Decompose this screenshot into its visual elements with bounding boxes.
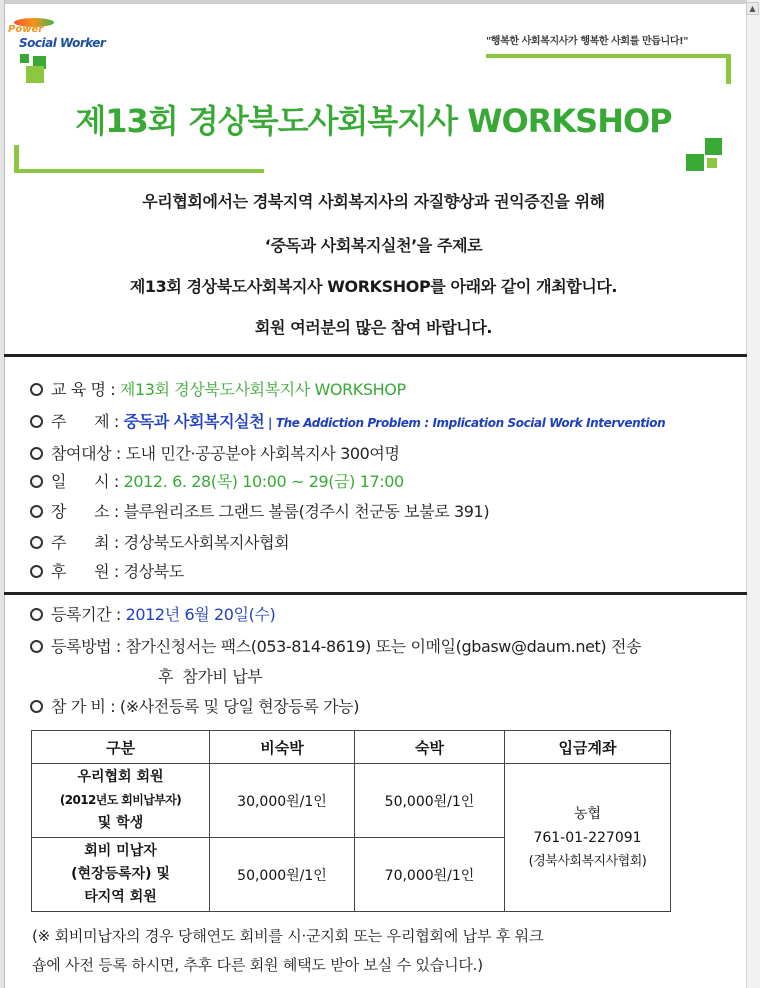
intro-line: 제13회 경상북도사회복지사 WORKSHOP를 아래와 같이 개최합니다. [129,277,618,296]
header-stay: 숙박 [355,731,505,764]
footnote-line: 숍에 사전 등록 하시면, 추후 다른 회원 혜택도 받아 보실 수 있습니다.) [32,956,483,974]
info-row-sponsor: 후 원 : 경상북도 [30,559,184,583]
circle-bullet-icon [30,505,43,518]
decor-square [20,54,29,63]
table-row [32,764,671,838]
info-row-host: 주 최 : 경상북도사회복지사협회 [30,530,289,554]
reg-method-value: 참가신청서는 팩스(053-814-8619) 또는 이메일(gbasw@daum.net) 전송 [125,637,642,656]
stay-fee: 50,000원/1인 [355,764,505,838]
header-account: 입금계좌 [505,731,671,764]
circle-bullet-icon [30,608,43,621]
decor-square [686,154,704,171]
circle-bullet-icon [30,447,43,460]
intro-line: 회원 여러분의 많은 참여 바랍니다. [254,318,493,337]
decor-bar-top-right [486,54,730,58]
theme-title: 중독과 사회복지실천 [123,412,265,431]
decor-square [707,158,717,168]
info-row-reg-period: 등록기간 : 2012년 6월 20일(수) [30,602,275,626]
reg-method-continued: 후 참가비 납부 [158,667,263,686]
venue-value: 블루원리조트 그랜드 볼룸(경주시 천군동 보불로 391) [123,502,490,521]
circle-bullet-icon [30,565,43,578]
host-value: 경상북도사회복지사협회 [123,533,290,552]
info-row-venue: 장 소 : 블루원리조트 그랜드 볼룸(경주시 천군동 보불로 391) [30,499,489,523]
logo-line-1: Power [8,24,44,35]
decor-bar-bottom-left-line [14,169,264,173]
stay-fee: 70,000원/1인 [355,838,505,912]
header-category: 구분 [32,731,210,764]
info-row-date: 일 시 : 2012. 6. 28(목) 10:00 ~ 29(금) 17:00 [30,469,404,493]
circle-bullet-icon [30,475,43,488]
circle-bullet-icon [30,700,43,713]
info-row-target: 참여대상 : 도내 민간·공공분야 사회복지사 300여명 [30,441,400,465]
power-social-worker-logo [8,18,104,52]
info-row-theme: 주 제 : 중독과 사회복지실천 | The Addiction Problem : Implication Social Work Intervention [30,409,665,433]
info-row-fee: 참 가 비 : (※사전등록 및 당일 현장등록 가능) [30,694,359,718]
account-bank: 농협 [573,805,602,822]
decor-square [26,66,44,83]
decor-bar-top-right-end [726,54,731,84]
vertical-scrollbar[interactable] [746,0,760,988]
fee-table [31,730,671,912]
slogan: "행복한 사회복지사가 행복한 사회를 만듭니다!" [486,36,689,47]
circle-bullet-icon [30,536,43,549]
circle-bullet-icon [30,383,43,396]
circle-bullet-icon [30,415,43,428]
course-name: 제13회 경상북도사회복지사 WORKSHOP [119,380,406,399]
target-value: 도내 민간·공공분야 사회복지사 300여명 [125,444,400,463]
intro-line: ‘중독과 사회복지실천’을 주제로 [264,236,483,255]
fee-note: (※사전등록 및 당일 현장등록 가능) [119,697,360,716]
account-cell [505,764,671,912]
info-row-course: 교 육 명 : 제13회 경상북도사회복지사 WORKSHOP [30,377,406,401]
account-holder: (경북사회복지사협회) [528,853,647,869]
category-cell: 우리협회 회원 (2012년도 회비납부자) 및 학생 [32,764,210,838]
header-no-stay: 비숙박 [210,731,355,764]
date-value: 2012. 6. 28(목) 10:00 ~ 29(금) 17:00 [123,472,404,491]
circle-bullet-icon [30,640,43,653]
window-top-border [0,0,760,4]
info-row-reg-method: 등록방법 : 참가신청서는 팩스(053-814-8619) 또는 이메일(gbasw@daum.net) 전송 [30,634,641,658]
page-title: 제13회 경상북도사회복지사 WORKSHOP [75,102,672,140]
no-stay-fee: 50,000원/1인 [210,838,355,912]
account-number: 761-01-227091 [533,829,642,846]
scroll-up-arrow-icon[interactable]: ▲ [746,2,759,15]
no-stay-fee: 30,000원/1인 [210,764,355,838]
section-divider [4,354,747,357]
sponsor-value: 경상북도 [123,562,184,581]
theme-subtitle: | The Addiction Problem : Implication Social Work Intervention [264,416,666,430]
category-cell: 회비 미납자 (현장등록자) 및 타지역 회원 [32,838,210,912]
footnote-line: (※ 회비미납자의 경우 당해연도 회비를 시·군지회 또는 우리협회에 납부 후 워크 [32,927,544,945]
reg-period-value: 2012년 6월 20일(수) [125,605,276,624]
logo-line-2: Social Worker [19,36,106,50]
table-header-row [32,731,671,764]
intro-line: 우리협회에서는 경북지역 사회복지사의 자질향상과 권익증진을 위해 [142,192,605,211]
section-divider [4,592,747,595]
window-left-border [0,0,5,988]
